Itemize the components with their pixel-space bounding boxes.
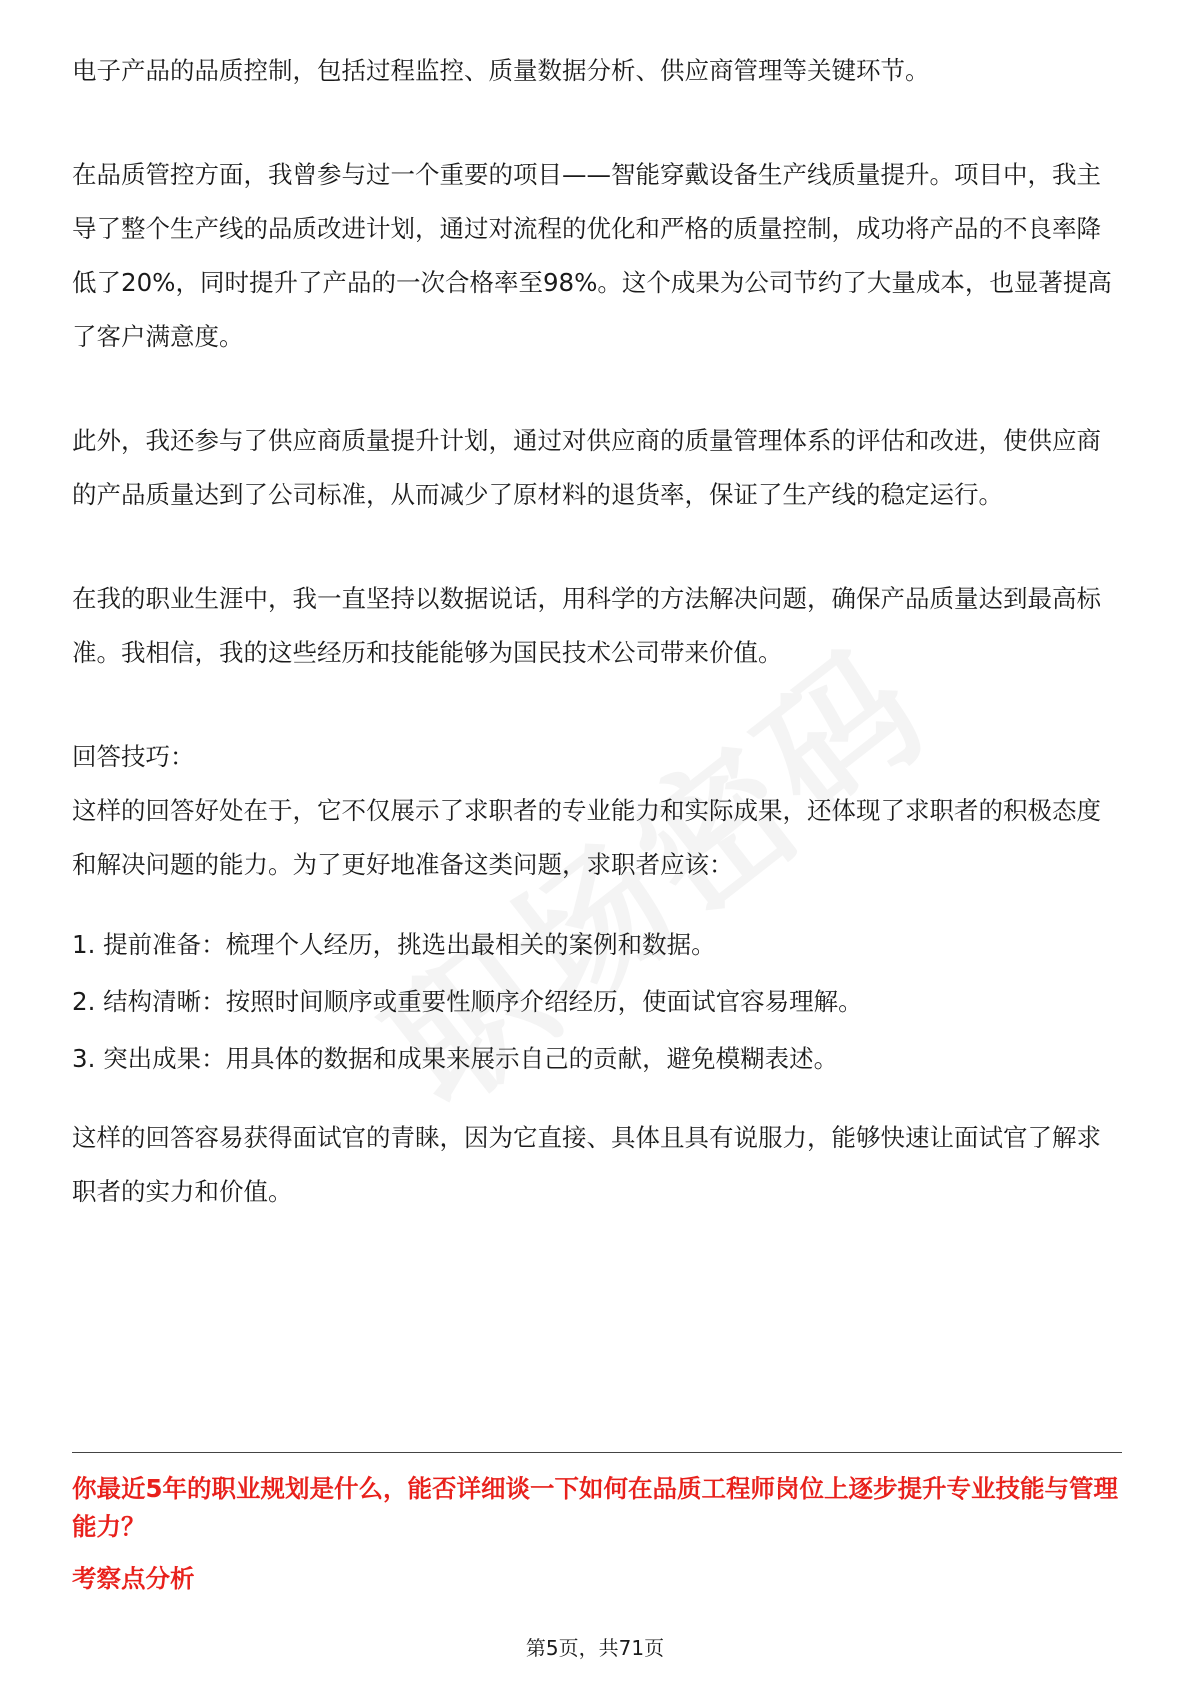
paragraph-tips-intro: 这样的回答好处在于，它不仅展示了求职者的专业能力和实际成果，还体现了求职者的积极态度和解决问题的能力。为了更好地准备这类问题，求职者应该： xyxy=(72,796,1101,879)
section-divider xyxy=(72,1452,1122,1453)
paragraph-supplier-experience: 此外，我还参与了供应商质量提升计划，通过对供应商的质量管理体系的评估和改进，使供应商的产品质量达到了公司标准，从而减少了原材料的退货率，保证了生产线的稳定运行。 xyxy=(72,426,1101,509)
paragraph-intro-tail: 电子产品的品质控制，包括过程监控、质量数据分析、供应商管理等关键环节。 xyxy=(72,56,930,85)
list-item: 2. 结构清晰：按照时间顺序或重要性顺序介绍经历，使面试官容易理解。 xyxy=(72,987,863,1016)
list-item: 1. 提前准备：梳理个人经历，挑选出最相关的案例和数据。 xyxy=(72,930,716,959)
list-item: 3. 突出成果：用具体的数据和成果来展示自己的贡献，避免模糊表述。 xyxy=(72,1044,839,1073)
paragraph-project-experience: 在品质管控方面，我曾参与过一个重要的项目——智能穿戴设备生产线质量提升。项目中，我主导了整个生产线的品质改进计划，通过对流程的优化和严格的质量控制，成功将产品的不良率降低了20%，同时提升了产品的一次合格率至98%。这个成果为公司节约了大量成本，也显著提高了客户满意度。 xyxy=(72,160,1112,351)
paragraph-conclusion: 这样的回答容易获得面试官的青睐，因为它直接、具体且具有说服力，能够快速让面试官了解求职者的实力和价值。 xyxy=(72,1123,1101,1206)
next-question-title: 你最近5年的职业规划是什么，能否详细谈一下如何在品质工程师岗位上逐步提升专业技能与管理能力？ xyxy=(72,1474,1119,1541)
tips-list xyxy=(72,916,1122,1087)
page-footer: 第5页，共71页 xyxy=(525,1636,665,1660)
body-content xyxy=(72,44,1122,1219)
analysis-heading: 考察点分析 xyxy=(72,1564,195,1593)
paragraph-career-summary: 在我的职业生涯中，我一直坚持以数据说话，用科学的方法解决问题，确保产品质量达到最高标准。我相信，我的这些经历和技能能够为国民技术公司带来价值。 xyxy=(72,584,1101,667)
tips-heading: 回答技巧： xyxy=(72,742,195,771)
